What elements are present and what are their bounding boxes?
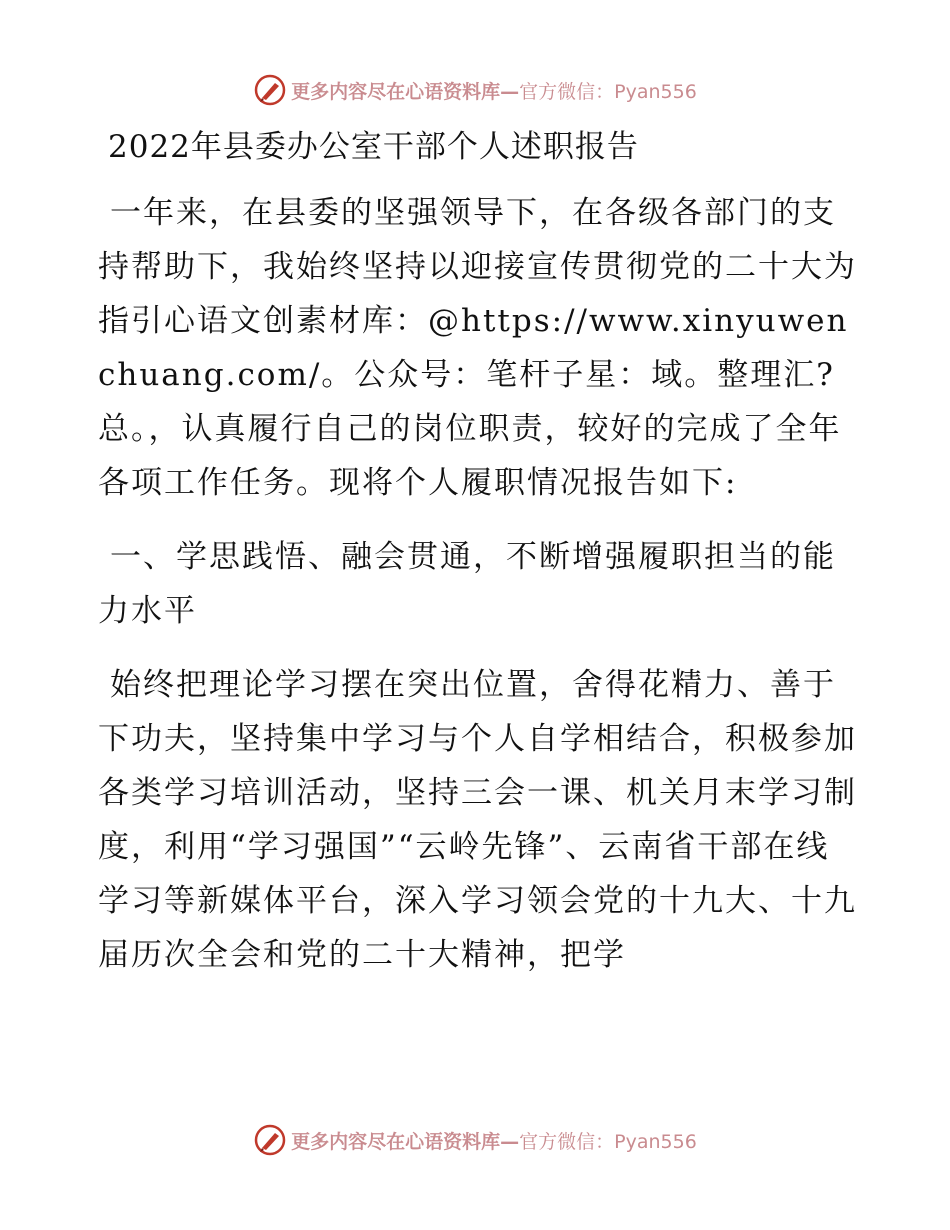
section-1-heading: 一、学思践悟、融会贯通，不断增强履职担当的能力水平 bbox=[98, 539, 836, 629]
document-body bbox=[98, 120, 858, 1002]
banner-text: 更多内容尽在心语资料库—官方微信：Pyan556 bbox=[291, 80, 697, 103]
pen-logo-icon bbox=[253, 1123, 287, 1157]
header-banner bbox=[0, 70, 950, 110]
footer-banner bbox=[0, 1120, 950, 1160]
banner-text: 更多内容尽在心语资料库—官方微信：Pyan556 bbox=[291, 1130, 697, 1153]
intro-paragraph: 一年来，在县委的坚强领导下，在各级各部门的支持帮助下，我始终坚持以迎接宣传贯彻党的二十大为指引心语文创素材库：@https://www.xinyuwenchuang.com/。公众号：笔杆子星：域。整理汇?总。，认真履行自己的岗位职责，较好的完成了全年各项工作任务。现将个人履职情况报告如下: bbox=[98, 195, 857, 501]
document-title: 2022年县委办公室干部个人述职报告 bbox=[108, 129, 639, 165]
section-1-paragraph: 始终把理论学习摆在突出位置，舍得花精力、善于下功夫，坚持集中学习与个人自学相结合，积极参加各类学习培训活动，坚持三会一课、机关月末学习制度，利用“学习强国”“云岭先锋”、云南省干部在线学习等新媒体平台，深入学习领会党的十九大、十九届历次全会和党的二十大精神，把学 bbox=[98, 667, 857, 973]
banner-wechat: 官方微信：Pyan556 bbox=[519, 1130, 697, 1153]
pen-logo-icon bbox=[253, 73, 287, 107]
banner-wechat: 官方微信：Pyan556 bbox=[519, 80, 697, 103]
